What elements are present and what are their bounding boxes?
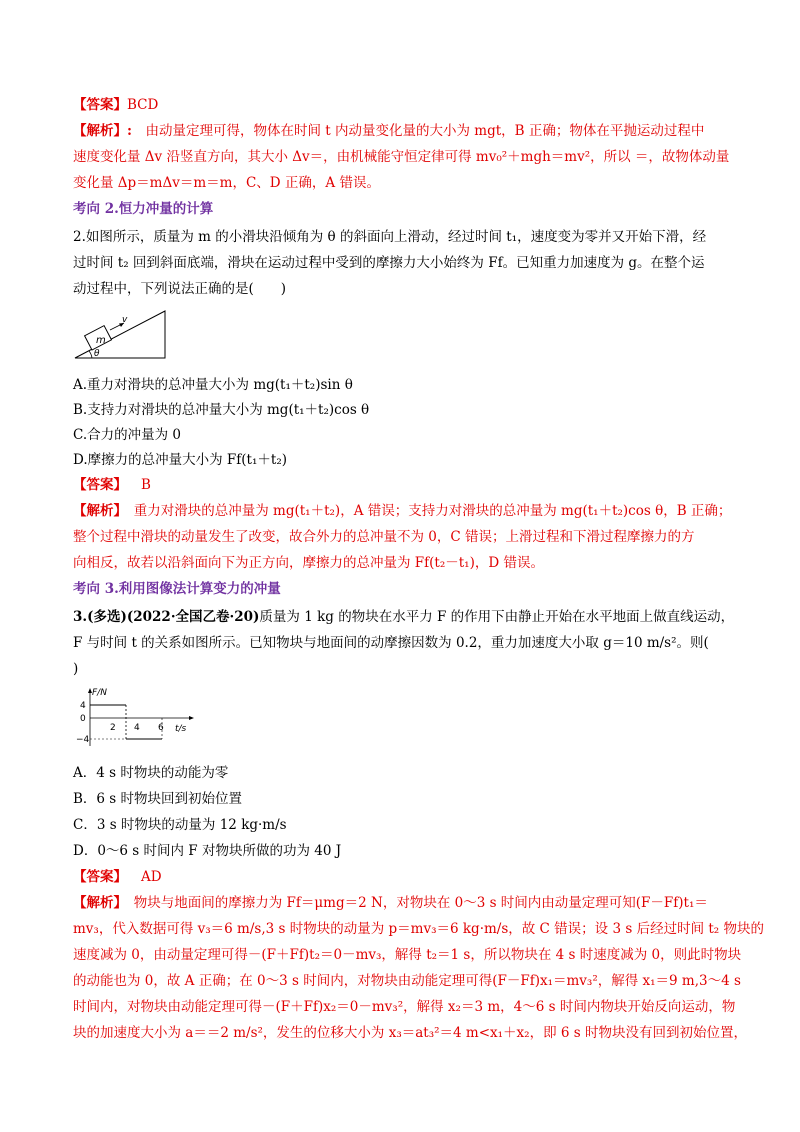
q2-stem-line-1: 2.如图所示，质量为 m 的小滑块沿倾角为 θ 的斜面向上滑动，经过时间 t₁，速度变为零并又开始下滑，经 xyxy=(73,229,707,245)
incline-figure xyxy=(70,308,170,362)
q3-stem-line-1 xyxy=(73,608,734,626)
section-3-title: 考向 3.利用图像法计算变力的冲量 xyxy=(73,581,281,597)
answer-tag: 【答案】 xyxy=(73,97,127,113)
force-time-graph xyxy=(72,686,202,750)
angle-label: θ xyxy=(94,349,100,359)
q3-analysis-line-3: 速度减为 0，由动量定理可得－(F＋Ff)t₂＝0－mv₃，解得 t₂＝1 s，所以物块在 4 s 时速度减为 0，则此时物块 xyxy=(73,947,742,963)
q3-analysis-line-1 xyxy=(73,894,708,912)
q2-option-a: A.重力对滑块的总冲量大小为 mg(t₁＋t₂)sin θ xyxy=(73,377,353,393)
q1-analysis-line-2: 速度变化量 Δv 沿竖直方向，其大小 Δv＝，由机械能守恒定律可得 mv₀²＋mgh＝mv²，所以 ＝，故物体动量 xyxy=(73,149,730,165)
analysis-text: 重力对滑块的总冲量为 mg(t₁＋t₂)，A 错误；支持力对滑块的总冲量为 mg(t₁＋t₂)cos θ，B 正确； xyxy=(120,503,732,519)
q3-option-b: B．6 s 时物块回到初始位置 xyxy=(73,791,243,807)
angle-arc xyxy=(89,351,92,358)
q2-stem-line-2: 过时间 t₂ 回到斜面底端，滑块在运动过程中受到的摩擦力大小始终为 Ff。已知重力加速度为 g。在整个运 xyxy=(73,255,705,271)
q3-source: 3.(多选)(2022·全国乙卷·20) xyxy=(73,609,260,625)
q2-analysis-line-2: 整个过程中滑块的动量发生了改变，故合外力的总冲量不为 0，C 错误；上滑过程和下滑过程摩擦力的方 xyxy=(73,529,695,545)
q2-analysis-line-3: 向相反，故若以沿斜面向下为正方向，摩擦力的总冲量为 Ff(t₂－t₁)，D 错误。 xyxy=(73,555,544,571)
analysis-tag: 【解析】 xyxy=(73,895,121,911)
analysis-text: 由动量定理可得，物体在时间 t 内动量变化量的大小为 mgt，B 正确；物体在平抛运动过程中 xyxy=(131,123,705,139)
q3-analysis-line-4: 的动能也为 0，故 A 正确；在 0～3 s 时间内，对物块由动能定理可得(F－Ff)x₁＝mv₃²，解得 x₁＝9 m,3～4 s xyxy=(73,973,741,989)
y-tick-0: 0 xyxy=(80,714,86,724)
q1-analysis-line-1 xyxy=(73,122,704,140)
q3-stem-line-2: F 与时间 t 的关系如图所示。已知物块与地面间的动摩擦因数为 0.2，重力加速度大小取 g＝10 m/s²。则( xyxy=(73,635,709,651)
q3-option-d: D．0～6 s 时间内 F 对物块所做的功为 40 J xyxy=(73,843,342,859)
section-2-title: 考向 2.恒力冲量的计算 xyxy=(73,201,214,217)
q2-answer-line xyxy=(73,476,151,494)
answer-tag: 【答案】 xyxy=(73,477,127,493)
q2-option-b: B.支持力对滑块的总冲量大小为 mg(t₁＋t₂)cos θ xyxy=(73,402,370,418)
x-tick-2: 2 xyxy=(110,723,116,733)
y-axis-label: F/N xyxy=(92,688,107,698)
x-axis-label: t/s xyxy=(175,724,187,734)
answer-value: BCD xyxy=(127,97,159,113)
analysis-tag: 【解析】 xyxy=(73,503,121,519)
q3-stem-line-3: ) xyxy=(73,661,79,677)
x-tick-4: 4 xyxy=(134,723,140,733)
q3-stem-text: 质量为 1 kg 的物块在水平力 F 的作用下由静止开始在水平地面上做直线运动， xyxy=(259,609,735,625)
analysis-text: 物块与地面间的摩擦力为 Ff＝μmg＝2 N，对物块在 0～3 s 时间内由动量定理可知(F－Ff)t₁＝ xyxy=(120,895,708,911)
y-tick-neg4: −4 xyxy=(76,735,90,745)
answer-value: B xyxy=(141,477,151,493)
velocity-label: v xyxy=(122,315,128,325)
x-tick-6: 6 xyxy=(158,723,164,733)
q2-option-d: D.摩擦力的总冲量大小为 Ff(t₁＋t₂) xyxy=(73,452,287,468)
q3-analysis-line-5: 时间内，对物块由动能定理可得－(F＋Ff)x₂＝0－mv₃²，解得 x₂＝3 m，4～6 s 时间内物块开始反向运动，物 xyxy=(73,999,736,1015)
q3-option-a: A．4 s 时物块的动能为零 xyxy=(73,765,229,781)
mass-label: m xyxy=(96,335,106,346)
q1-answer-line xyxy=(73,96,158,114)
analysis-tag: 【解析】: xyxy=(73,123,132,139)
q2-option-c: C.合力的冲量为 0 xyxy=(73,427,182,443)
q1-analysis-line-3: 变化量 Δp＝mΔv＝m＝m，C、D 正确，A 错误。 xyxy=(73,175,380,191)
q3-answer-line xyxy=(73,868,162,886)
q3-option-c: C．3 s 时物块的动量为 12 kg·m/s xyxy=(73,817,287,833)
y-tick-4: 4 xyxy=(80,701,86,711)
answer-value: AD xyxy=(141,869,162,885)
q3-analysis-line-6: 块的加速度大小为 a＝＝2 m/s²，发生的位移大小为 x₃＝at₃²＝4 m<x₁＋x₂，即 6 s 时物块没有回到初始位置， xyxy=(73,1025,747,1041)
q2-stem-line-3: 动过程中，下列说法正确的是( ) xyxy=(73,281,287,297)
q3-analysis-line-2: mv₃，代入数据可得 v₃＝6 m/s,3 s 时物块的动量为 p＝mv₃＝6 kg·m/s，故 C 错误；设 3 s 后经过时间 t₂ 物块的 xyxy=(73,921,764,937)
q2-analysis-line-1 xyxy=(73,502,731,520)
answer-tag: 【答案】 xyxy=(73,869,127,885)
